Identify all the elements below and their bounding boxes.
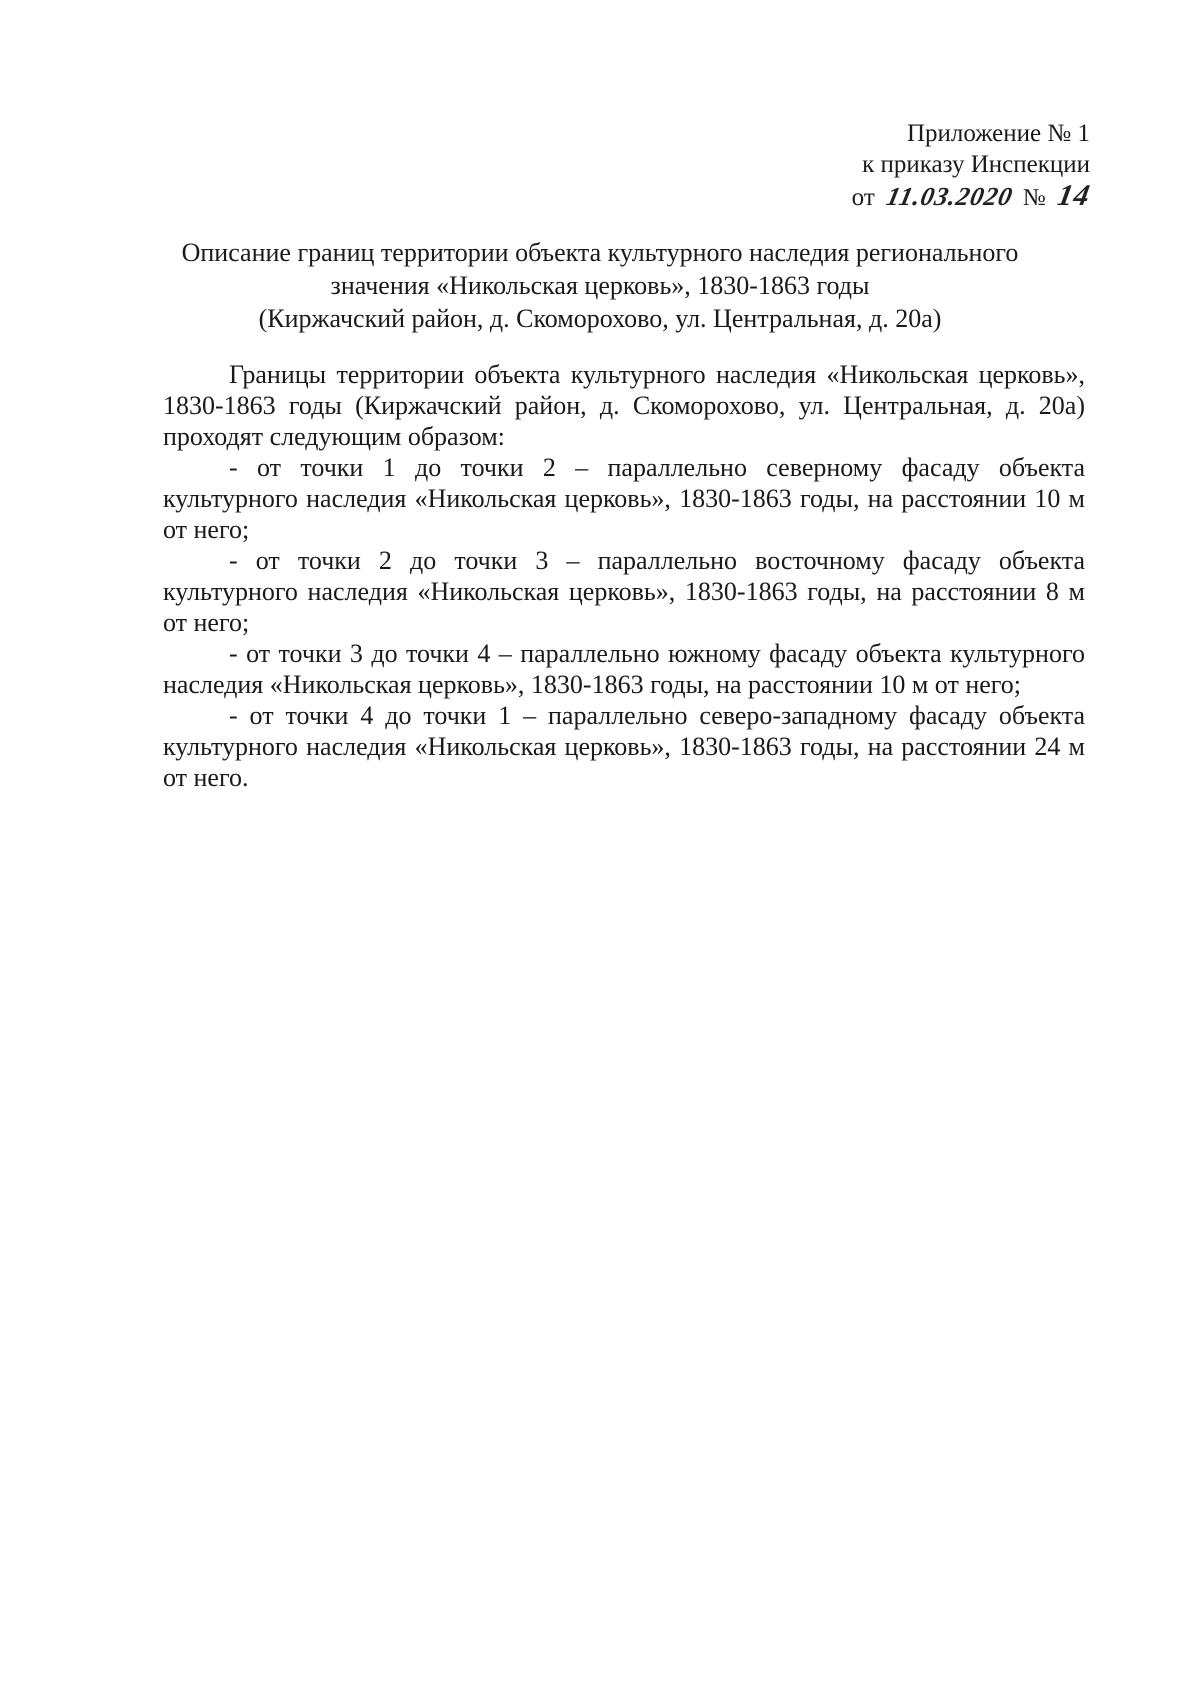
boundary-item-1: - от точки 1 до точки 2 – параллельно северному фасаду объекта культурного наследия «Никольская церковь», 1830-1863 годы, на расстоянии 10 м от него; [163,453,1085,544]
title-line-1: Описание границ территории объекта культурного наследия регионального [181,238,1019,267]
document-title [130,236,1070,335]
annex-date-number-line [851,179,1093,214]
handwritten-date: 11.03.2020 [883,182,1016,211]
boundary-item-3: - от точки 3 до точки 4 – параллельно южному фасаду объекта культурного наследия «Никольская церковь», 1830-1863 годы, на расстоянии 10 м от него; [163,639,1085,699]
boundary-item-4: - от точки 4 до точки 1 – параллельно северо-западному фасаду объекта культурного наследия «Никольская церковь», 1830-1863 годы, на расстоянии 24 м от него. [163,701,1085,792]
title-line-3: (Киржачский район, д. Скоморохово, ул. Центральная, д. 20а) [258,304,942,333]
annex-date-prefix: от [851,184,875,211]
document-body [163,359,1085,793]
intro-paragraph: Границы территории объекта культурного наследия «Никольская церковь», 1830-1863 годы (Киржачский район, д. Скоморохово, ул. Центральная, д. 20а) проходят следующим образом: [163,360,1085,451]
annex-title: Приложение № 1 [906,120,1090,147]
annex-header [851,118,1093,214]
handwritten-number: 14 [1055,179,1093,212]
boundary-item-2: - от точки 2 до точки 3 – параллельно восточному фасаду объекта культурного наследия «Никольская церковь», 1830-1863 годы, на расстоянии 8 м от него; [163,546,1085,637]
title-line-2: значения «Никольская церковь», 1830-1863 годы [330,271,870,300]
annex-order-reference: к приказу Инспекции [862,151,1090,178]
number-sign: № [1022,185,1046,211]
